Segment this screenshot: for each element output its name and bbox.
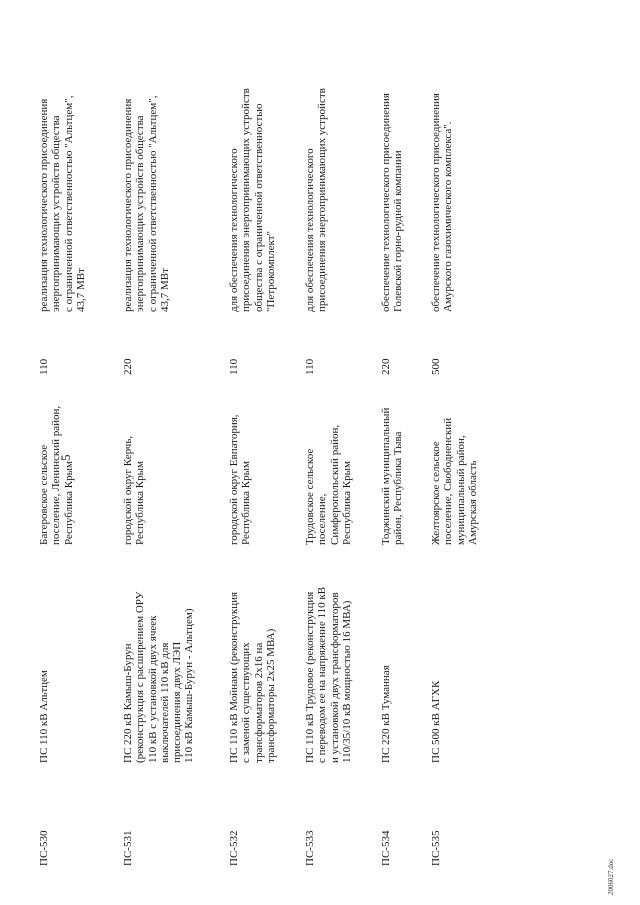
substation-purpose: для обеспечения технологического присоединения энергопринимающих устройств	[304, 88, 329, 312]
substation-location: городской округ Керчь, Республика Крым	[122, 435, 147, 545]
voltage-value: 220	[122, 358, 134, 375]
substation-location: Желтоярское сельское поселение, Свободненский муниципальный район, Амурская область	[430, 417, 479, 545]
voltage-value: 110	[228, 358, 240, 375]
substation-name: ПС 110 кВ Трудовое (реконструкция с переводом ее на напряжение 110 кВ и установкой двух трансформаторов 110/35/10 кВ мощностью 16 МВА)	[304, 586, 353, 763]
voltage-value: 500	[430, 358, 442, 375]
substation-name: ПС 220 кВ Камыш-Бурун (реконструкция с расширением ОРУ 110 кВ с установкой двух ячеек выключателей 110 кВ для присоединения двух ЛЭП 110 кВ Камыш-Бурун - Альтцем)	[122, 591, 196, 763]
substation-location: городской округ Евпатория, Республика Крым	[228, 414, 253, 545]
substation-code: ПС-533	[304, 830, 316, 866]
substation-purpose: обеспечение технологического присоединения Амурского газохимического комплекса".	[430, 93, 455, 312]
substation-purpose: реализация технологического присоединения энергопринимающих устройств общества с ограниченной ответственностью "Альтцем", 43,7 МВт	[122, 95, 171, 312]
voltage-value: 110	[38, 358, 50, 375]
substation-name: ПС 220 кВ Туманная	[380, 665, 392, 763]
substation-code: ПС-532	[228, 830, 240, 866]
substation-code: ПС-531	[122, 830, 134, 866]
page-number: 5	[58, 454, 73, 461]
substation-name: ПС 110 кВ Мойнаки (реконструкция с заменой существующих трансформаторов 2х16 на трансформаторы 2х25 МВА)	[228, 591, 277, 763]
substation-name: ПС 110 кВ Альтцем	[38, 670, 50, 763]
substation-purpose: для обеспечения технологического присоединения энергопринимающих устройств общества с ограниченной ответственностью "Петрокомплект"	[228, 88, 277, 312]
substation-code: ПС-535	[430, 830, 442, 866]
substation-code: ПС-534	[380, 830, 392, 866]
substation-purpose: реализация технологического присоединения энергопринимающих устройств общества с ограниченной ответственностью "Альтцем", 43,7 МВт	[38, 95, 87, 312]
substation-name: ПС 500 кВ АГХК	[430, 680, 442, 763]
substation-location: Трудовское сельское поселение, Симферопольский район, Республика Крым	[304, 424, 353, 545]
substation-location: Тоджинский муниципальный район, Республика Тыва	[380, 407, 405, 545]
voltage-value: 220	[380, 358, 392, 375]
substation-code: ПС-530	[38, 830, 50, 866]
voltage-value: 110	[304, 358, 316, 375]
substation-location: Багеровское сельское поселение, Ленинский район, Республика Крым	[38, 405, 75, 545]
substation-purpose: обеспечение технологического присоединения Голевской горно-рудной компании	[380, 93, 405, 312]
footer-document-code: 2006027.doc	[607, 858, 615, 895]
